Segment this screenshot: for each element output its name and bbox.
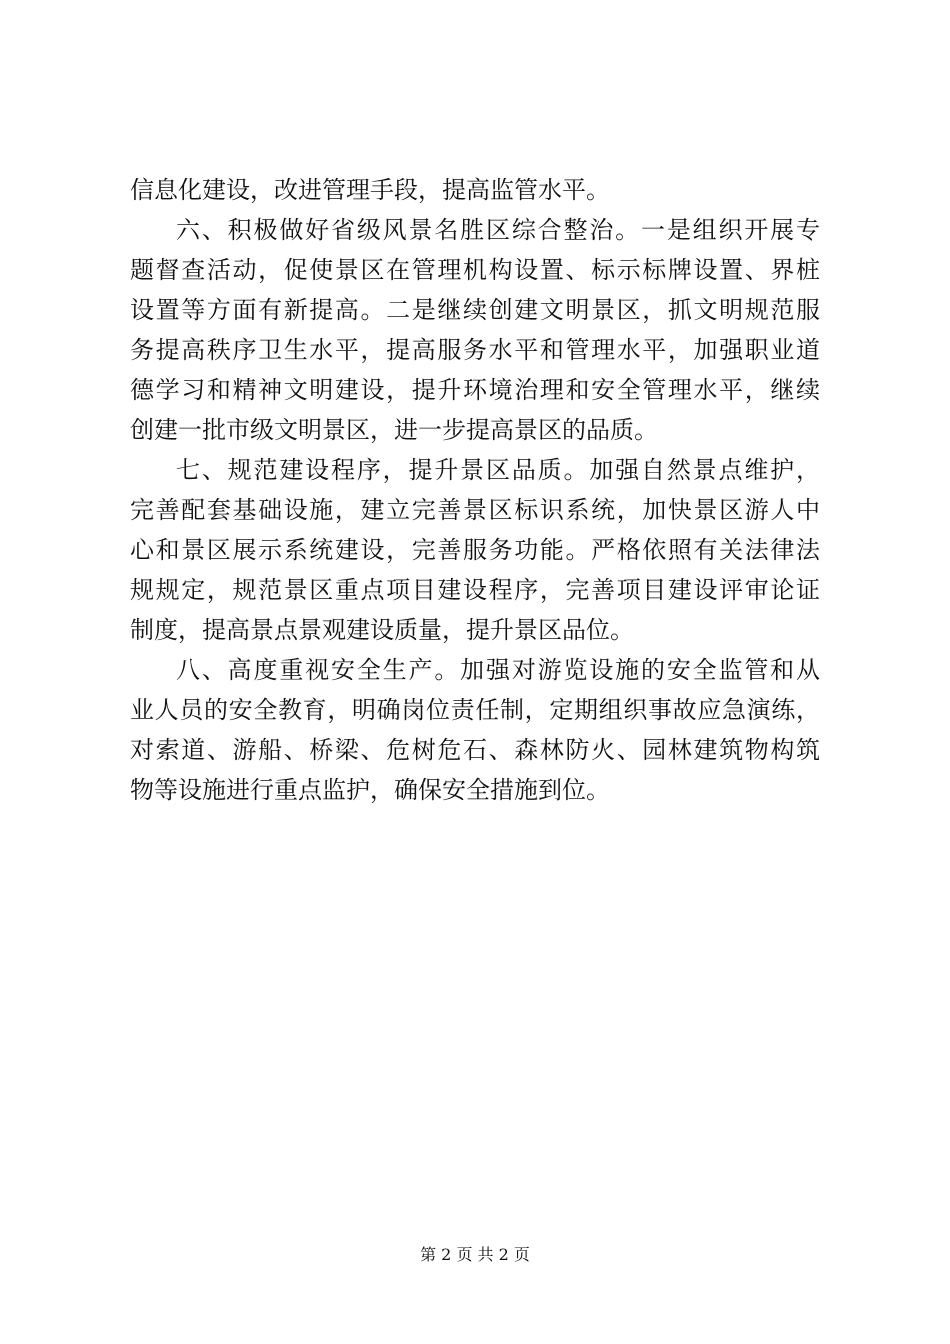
paragraph-line: 业人员的安全教育，明确岗位责任制，定期组织事故应急演练， — [130, 696, 820, 724]
paragraph-line: 德学习和精神文明建设，提升环境治理和安全管理水平，继续 — [130, 376, 820, 404]
paragraph-line: 完善配套基础设施，建立完善景区标识系统，加快景区游人中 — [130, 496, 820, 524]
paragraph-line: 题督查活动，促使景区在管理机构设置、标示标牌设置、界桩 — [130, 256, 820, 284]
document-body — [130, 170, 820, 810]
paragraph-line: 对索道、游船、桥梁、危树危石、森林防火、园林建筑物构筑 — [130, 736, 820, 764]
paragraph-line: 信息化建设，改进管理手段，提高监管水平。 — [130, 176, 610, 204]
paragraph-line: 心和景区展示系统建设，完善服务功能。严格依照有关法律法 — [130, 536, 820, 564]
paragraph-line: 物等设施进行重点监护，确保安全措施到位。 — [130, 776, 610, 804]
page-footer: 第 2 页 共 2 页 — [420, 1245, 530, 1264]
paragraph-line: 制度，提高景点景观建设质量，提升景区品位。 — [130, 616, 634, 644]
paragraph-line: 务提高秩序卫生水平，提高服务水平和管理水平，加强职业道 — [130, 336, 820, 364]
paragraph-line: 六、积极做好省级风景名胜区综合整治。一是组织开展专 — [176, 216, 820, 244]
paragraph-line: 八、高度重视安全生产。加强对游览设施的安全监管和从 — [176, 656, 820, 684]
paragraph-line: 设置等方面有新提高。二是继续创建文明景区，抓文明规范服 — [130, 296, 820, 324]
paragraph-line: 创建一批市级文明景区，进一步提高景区的品质。 — [130, 416, 658, 444]
paragraph-line: 七、规范建设程序，提升景区品质。加强自然景点维护， — [176, 456, 820, 484]
paragraph-line: 规规定，规范景区重点项目建设程序，完善项目建设评审论证 — [130, 576, 820, 604]
